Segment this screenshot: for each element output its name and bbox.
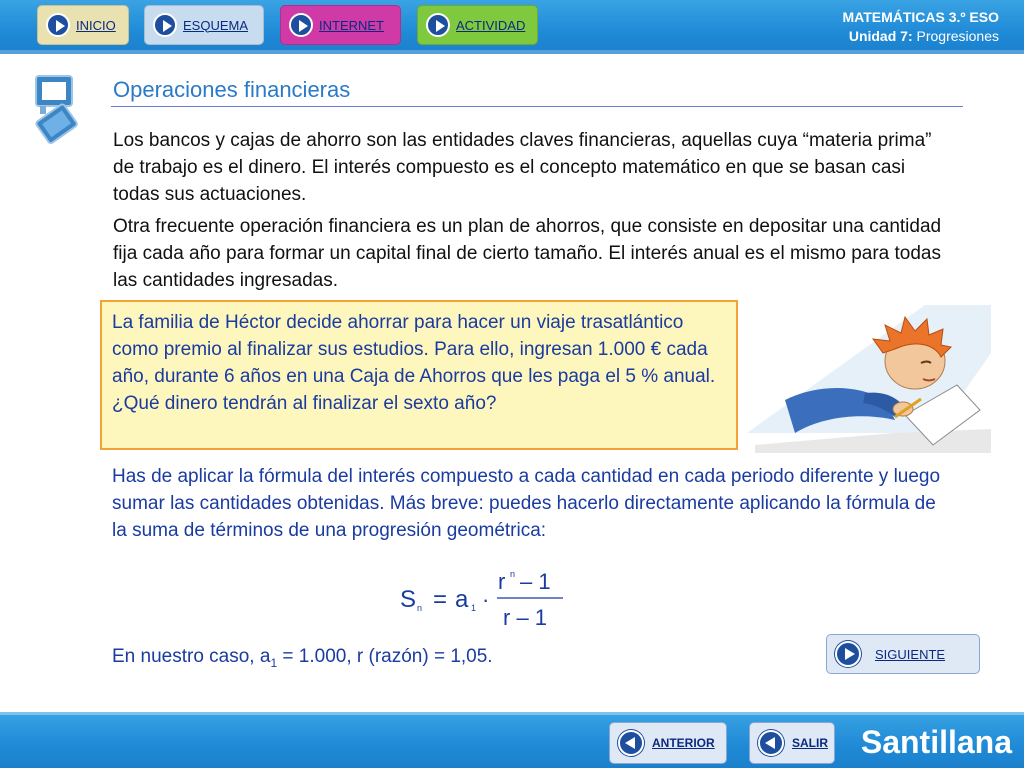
case-prefix: En nuestro caso, a	[112, 646, 271, 667]
course-subject: MATEMÁTICAS 3.º ESO	[842, 9, 999, 25]
formula-num-exp: n	[510, 569, 516, 579]
play-icon	[426, 13, 450, 37]
case-suffix: = 1.000, r (razón) = 1,05.	[277, 646, 493, 667]
intro-paragraph: Los bancos y cajas de ahorro son las entidades claves financieras, aquellas cuya “materia prima” de trabajo es el dinero. El interés compuesto es el concepto matemático en que se basan casi todas sus actuaciones.	[113, 130, 932, 205]
formula-lhs: S	[400, 586, 417, 613]
play-icon	[46, 13, 70, 37]
explanation-text: Has de aplicar la fórmula del interés compuesto a cada cantidad en cada periodo diferente y luego sumar las cantidades obtenidas. Más breve: puedes hacerlo directamente aplicando la fórmula de la suma de términos de una progresión geométrica:	[112, 466, 941, 541]
actividad-label: ACTIVIDAD	[456, 17, 526, 33]
formula-lhs-sub: n	[417, 603, 423, 613]
esquema-label: ESQUEMA	[183, 17, 249, 33]
title-divider	[111, 106, 963, 107]
formula-num-r: r	[498, 569, 506, 594]
anterior-label: ANTERIOR	[652, 736, 715, 750]
brand-logo: Santillana	[860, 724, 1012, 760]
screens-icon	[30, 72, 86, 144]
formula-a: a	[455, 586, 469, 613]
case-values	[112, 646, 493, 670]
formula-num-rest: – 1	[520, 569, 551, 594]
page-title: Operaciones financieras	[113, 77, 351, 102]
problem-box: La familia de Héctor decide ahorrar para hacer un viaje trasatlántico como premio al finalizar sus estudios. Para ello, ingresan 1.000 € cada año, durante 6 años en una Caja de Ahorros que les paga el 5 % anual. ¿Qué dinero tendrán al finalizar el sexto año?	[100, 300, 738, 450]
formula-a-sub: 1	[471, 603, 477, 613]
salir-label: SALIR	[792, 736, 828, 750]
play-icon	[289, 13, 313, 37]
student-writing-illustration	[745, 305, 993, 453]
salir-button[interactable]	[749, 722, 835, 764]
arrow-left-icon	[618, 730, 644, 756]
internet-label: INTERNET	[319, 17, 384, 33]
savings-paragraph: Otra frecuente operación financiera es un plan de ahorros, que consiste en depositar una cantidad fija cada año para formar un capital final de cierto tamaño. El interés anual es el mismo para todas las cantidades ingresadas.	[113, 216, 942, 291]
anterior-button[interactable]	[609, 722, 727, 764]
formula-equals: =	[433, 586, 448, 613]
siguiente-button[interactable]	[826, 634, 980, 674]
esquema-button[interactable]	[144, 5, 264, 45]
inicio-label: INICIO	[76, 17, 116, 33]
internet-button[interactable]	[280, 5, 401, 45]
case-sub: 1	[270, 655, 278, 670]
siguiente-label: SIGUIENTE	[875, 646, 946, 662]
arrow-left-icon	[758, 730, 784, 756]
unit-name: Progresiones	[916, 28, 999, 44]
inicio-button[interactable]	[37, 5, 129, 45]
geometric-sum-formula	[395, 565, 575, 635]
arrow-right-icon	[835, 641, 861, 667]
formula-dot: ·	[482, 587, 490, 612]
actividad-button[interactable]	[417, 5, 538, 45]
course-info	[842, 8, 999, 46]
unit-label: Unidad 7:	[848, 28, 913, 44]
formula-denominator: r – 1	[503, 605, 548, 630]
play-icon	[153, 13, 177, 37]
